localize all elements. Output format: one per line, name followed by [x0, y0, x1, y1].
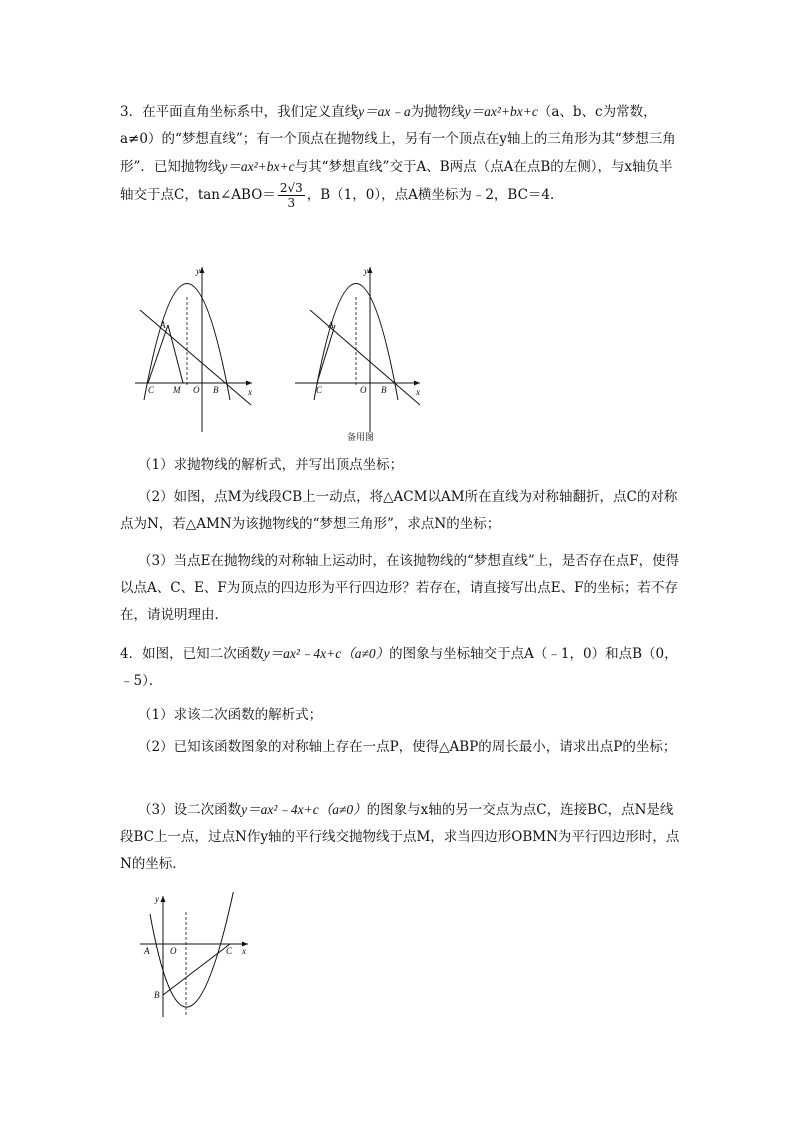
fig3-label-O: O [170, 946, 177, 956]
fig1-label-C: C [148, 385, 155, 395]
tan-fraction: $\frac{2√3}{3}$ [279, 181, 303, 210]
parabola-expr: y＝ax²+bx+c [464, 104, 538, 119]
q4-sub3: （3）设二次函数y＝ax²﹣4x+c（a≠0）的图象与x轴的另一交点为点C，连接BC，点N是线段BC上一点，过点N作y轴的平行线交抛物线于点M，求当四边形OBMN为平行四边形时，点N的坐标． [120, 802, 680, 872]
fig2-label-A: A [328, 320, 334, 330]
q3-figure-backup [292, 262, 427, 447]
fig2-caption: 备用图 [347, 433, 375, 443]
fig3-label-B: B [154, 990, 160, 1000]
fig1-label-x: x [248, 387, 252, 397]
fig3-label-A: A [144, 946, 150, 956]
q3-sub3: （3）当点E在抛物线的对称轴上运动时，在该抛物线的“梦想直线”上，是否存在点F，使得以点A、C、E、F为顶点的四边形为平行四边形？若存在，请直接写出点E、F的坐标；若不存在，请说明理由． [120, 553, 680, 623]
q4-sub1: （1）求该二次函数的解析式； [138, 707, 323, 723]
fig3-label-y: y [155, 894, 159, 904]
q3-sub1: （1）求抛物线的解析式，并写出顶点坐标； [138, 457, 404, 473]
q4-figure [138, 892, 253, 1022]
fig1-label-y: y [196, 266, 200, 276]
dream-line-expr: y＝ax﹣a [358, 104, 411, 119]
fig1-label-A: A [160, 320, 166, 330]
q4-intro: 4．如图，已知二次函数y＝ax²﹣4x+c（a≠0）的图象与坐标轴交于点A（﹣1，0）和点B（0，﹣5）． [120, 646, 678, 689]
fig2-label-x: x [416, 387, 420, 397]
fig1-label-O: O [193, 385, 200, 395]
fig2-label-y: y [364, 266, 368, 276]
fig2-label-C: C [316, 385, 323, 395]
fig1-label-B: B [213, 385, 219, 395]
q3-intro: 3．在平面直角坐标系中，我们定义直线y＝ax﹣a为抛物线y＝ax²+bx+c（a、b、c为常数，a≠0）的“梦想直线”；有一个顶点在抛物线上，另有一个顶点在y轴上的三角形为其“梦想三角形”．已知抛物线y＝ax²+bx+c与其“梦想直线”交于A、B两点（点A在点B的左侧），与x轴负半轴交于点C，tan∠ABO＝ $\frac{2√3}{3}$ ，B（1，0），点A横坐标为﹣2，BC＝4． [120, 104, 676, 210]
q4-number: 4． [120, 646, 143, 662]
q4-func-expr: y＝ax²﹣4x+c（a≠0） [263, 646, 390, 661]
fig2-label-O: O [360, 385, 367, 395]
fig2-label-B: B [381, 385, 387, 395]
fig3-label-x: x [242, 946, 246, 956]
fig3-label-C: C [226, 946, 233, 956]
q4-sub2: （2）已知该函数图象的对称轴上存在一点P，使得△ABP的周长最小，请求出点P的坐标； [138, 739, 677, 755]
q3-figure-main [130, 262, 260, 432]
q3-number: 3． [120, 104, 143, 120]
fig1-label-M: M [173, 385, 181, 395]
q3-sub2: （2）如图，点M为线段CB上一动点，将△ACM以AM所在直线为对称轴翻折，点C的对称点为N，若△AMN为该抛物线的“梦想三角形”，求点N的坐标； [120, 489, 678, 532]
